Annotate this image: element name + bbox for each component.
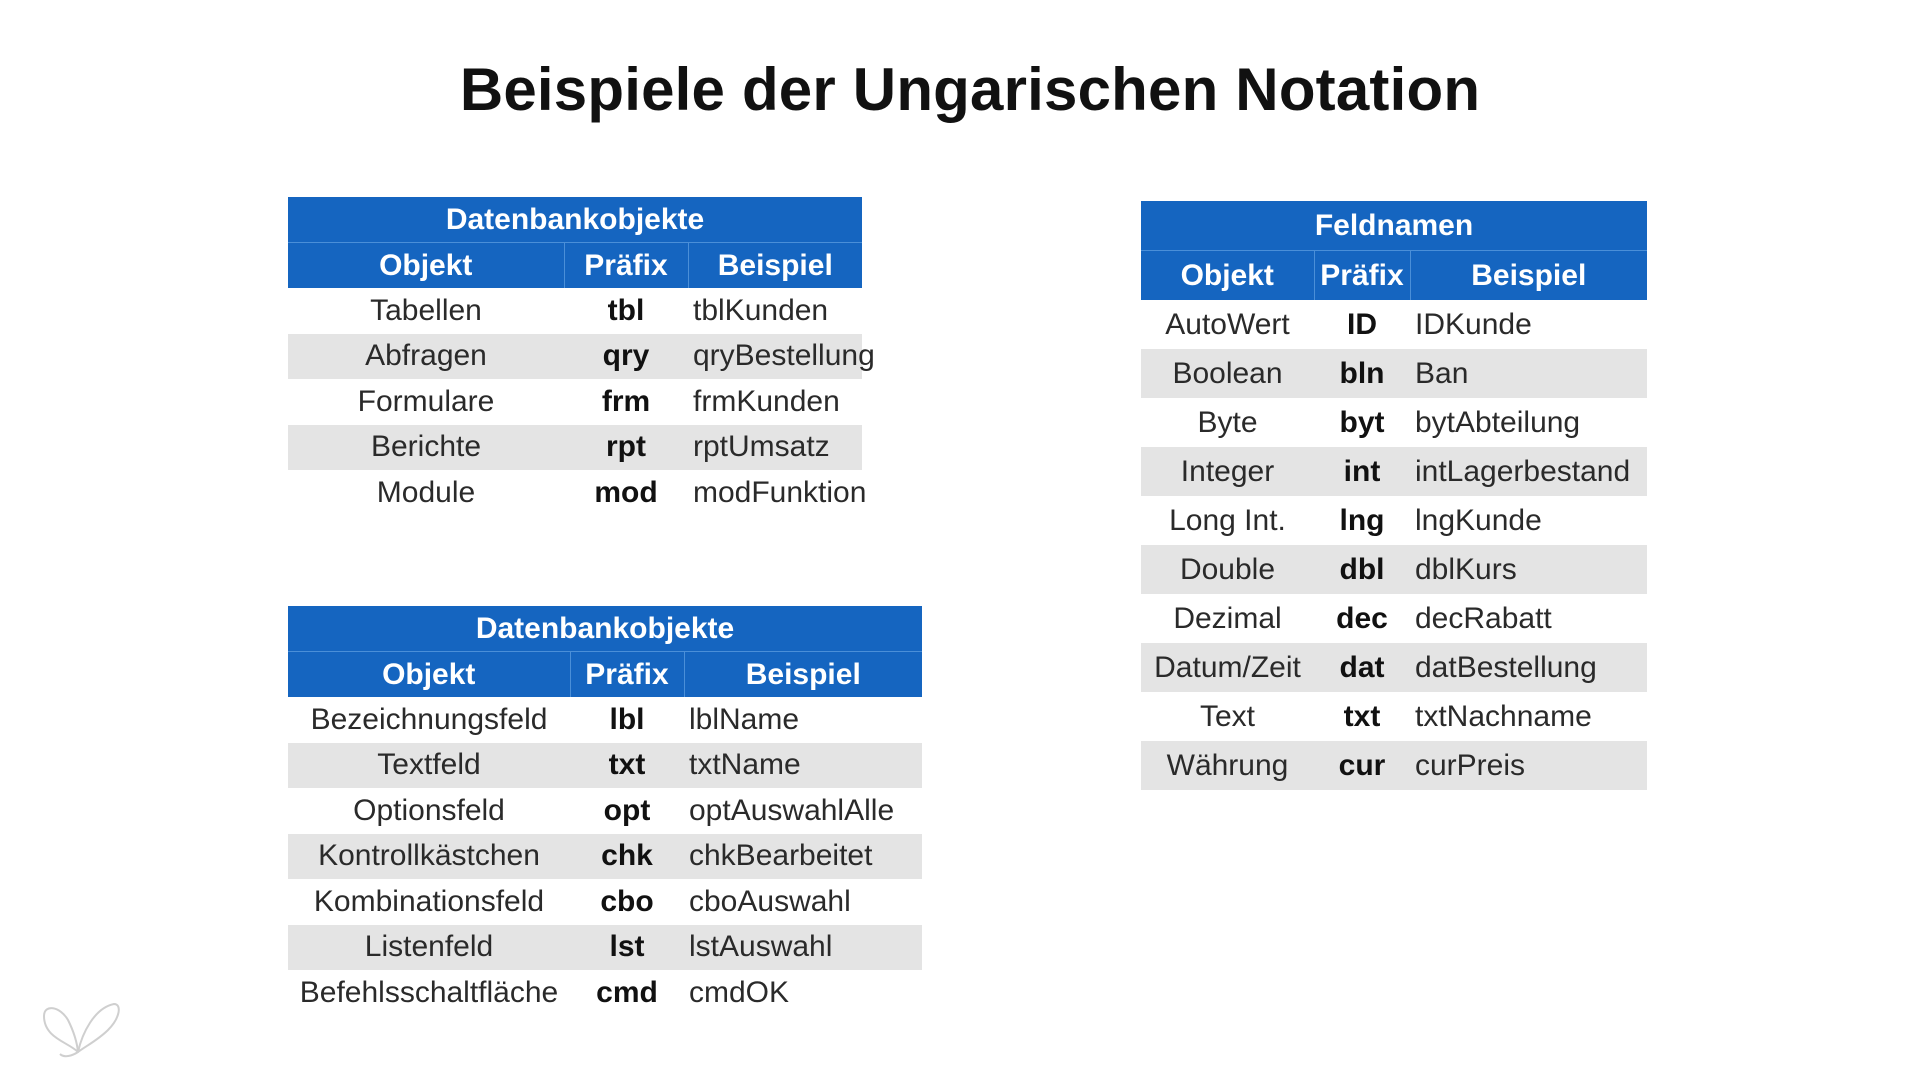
prefix-cell: mod xyxy=(594,475,658,509)
field-names-table xyxy=(1141,201,1647,790)
object-cell: Boolean xyxy=(1141,349,1314,398)
prefix-cell: chk xyxy=(570,834,684,880)
prefix-cell: int xyxy=(1314,447,1410,496)
object-cell: Bezeichnungsfeld xyxy=(310,702,548,736)
column-header-object: Objekt xyxy=(288,652,570,698)
prefix-cell: ID xyxy=(1347,307,1377,341)
table-row xyxy=(1141,594,1647,643)
column-header-example: Beispiel xyxy=(684,652,922,698)
example-cell: lstAuswahl xyxy=(684,925,922,971)
prefix-cell: rpt xyxy=(564,425,688,471)
example-cell: modFunktion xyxy=(693,475,867,509)
table-row xyxy=(288,743,922,789)
example-cell: lblName xyxy=(689,702,800,736)
example-cell: bytAbteilung xyxy=(1415,405,1581,439)
table-row xyxy=(1141,496,1647,545)
object-cell: AutoWert xyxy=(1165,307,1290,341)
column-header-example: Beispiel xyxy=(688,243,862,289)
prefix-cell: txt xyxy=(1343,699,1381,733)
example-cell: tblKunden xyxy=(693,293,829,327)
example-cell: intLagerbestand xyxy=(1410,447,1647,496)
object-cell: Tabellen xyxy=(370,293,482,327)
example-cell: decRabatt xyxy=(1415,601,1552,635)
example-cell: dblKurs xyxy=(1410,545,1647,594)
object-cell: Währung xyxy=(1141,741,1314,790)
prefix-cell: dec xyxy=(1336,601,1388,635)
column-header-example: Beispiel xyxy=(1410,251,1647,301)
object-cell: Datum/Zeit xyxy=(1141,643,1314,692)
table-row xyxy=(1141,349,1647,398)
example-cell: qryBestellung xyxy=(688,334,862,380)
table-row xyxy=(288,334,862,380)
column-header-prefix: Präfix xyxy=(564,243,688,289)
table-row xyxy=(1141,692,1647,741)
prefix-cell: frm xyxy=(601,384,651,418)
object-cell: Dezimal xyxy=(1173,601,1282,635)
table-row xyxy=(1141,643,1647,692)
prefix-cell: lst xyxy=(570,925,684,971)
column-header-object: Objekt xyxy=(288,243,564,289)
object-cell: Kontrollkästchen xyxy=(288,834,570,880)
table-row xyxy=(288,379,862,425)
example-cell: txtNachname xyxy=(1415,699,1592,733)
example-cell: chkBearbeitet xyxy=(684,834,922,880)
prefix-cell: cbo xyxy=(600,884,654,918)
prefix-cell: byt xyxy=(1339,405,1385,439)
table-row xyxy=(1141,447,1647,496)
prefix-cell: cur xyxy=(1314,741,1410,790)
table-row xyxy=(288,470,862,516)
object-cell: Abfragen xyxy=(288,334,564,380)
example-cell: cmdOK xyxy=(689,975,790,1009)
example-cell: lngKunde xyxy=(1415,503,1542,537)
example-cell: datBestellung xyxy=(1410,643,1647,692)
table-row xyxy=(1141,741,1647,790)
table-row xyxy=(288,425,862,471)
table-row xyxy=(288,879,922,925)
object-cell: Kombinationsfeld xyxy=(313,884,545,918)
object-cell: Text xyxy=(1199,699,1256,733)
slide-title: Beispiele der Ungarischen Notation xyxy=(459,56,1481,123)
example-cell: IDKunde xyxy=(1415,307,1532,341)
object-cell: Formulare xyxy=(357,384,495,418)
object-cell: Befehlsschaltfläche xyxy=(299,975,559,1009)
table-group-header: Datenbankobjekte xyxy=(288,197,862,243)
example-cell: optAuswahlAlle xyxy=(689,793,895,827)
table-group-header: Feldnamen xyxy=(1141,201,1647,251)
column-header-prefix: Präfix xyxy=(570,652,684,698)
table-row xyxy=(288,970,922,1016)
table-row xyxy=(288,925,922,971)
prefix-cell: opt xyxy=(603,793,651,827)
table-row xyxy=(288,288,862,334)
table-row xyxy=(288,788,922,834)
table-row xyxy=(1141,300,1647,349)
object-cell: Textfeld xyxy=(288,743,570,789)
butterfly-logo-icon xyxy=(38,990,123,1062)
object-cell: Double xyxy=(1141,545,1314,594)
prefix-cell: bln xyxy=(1314,349,1410,398)
example-cell: Ban xyxy=(1410,349,1647,398)
table-group-header: Datenbankobjekte xyxy=(288,606,922,652)
object-cell: Integer xyxy=(1141,447,1314,496)
column-header-object: Objekt xyxy=(1141,251,1314,301)
column-header-prefix: Präfix xyxy=(1314,251,1410,301)
object-cell: Module xyxy=(376,475,476,509)
form-controls-table xyxy=(288,606,922,1016)
table-row xyxy=(288,834,922,880)
prefix-cell: dat xyxy=(1314,643,1410,692)
prefix-cell: tbl xyxy=(607,293,645,327)
object-cell: Byte xyxy=(1197,405,1258,439)
object-cell: Berichte xyxy=(288,425,564,471)
prefix-cell: qry xyxy=(564,334,688,380)
prefix-cell: dbl xyxy=(1314,545,1410,594)
prefix-cell: lbl xyxy=(609,702,645,736)
table-row xyxy=(288,697,922,743)
table-row xyxy=(1141,545,1647,594)
example-cell: rptUmsatz xyxy=(688,425,862,471)
object-cell: Optionsfeld xyxy=(353,793,505,827)
example-cell: txtName xyxy=(684,743,922,789)
example-cell: frmKunden xyxy=(693,384,840,418)
prefix-cell: txt xyxy=(570,743,684,789)
object-cell: Listenfeld xyxy=(288,925,570,971)
database-objects-table xyxy=(288,197,875,516)
prefix-cell: cmd xyxy=(596,975,658,1009)
example-cell: cboAuswahl xyxy=(689,884,851,918)
example-cell: curPreis xyxy=(1410,741,1647,790)
object-cell: Long Int. xyxy=(1169,503,1286,537)
prefix-cell: lng xyxy=(1339,503,1385,537)
table-row xyxy=(1141,398,1647,447)
